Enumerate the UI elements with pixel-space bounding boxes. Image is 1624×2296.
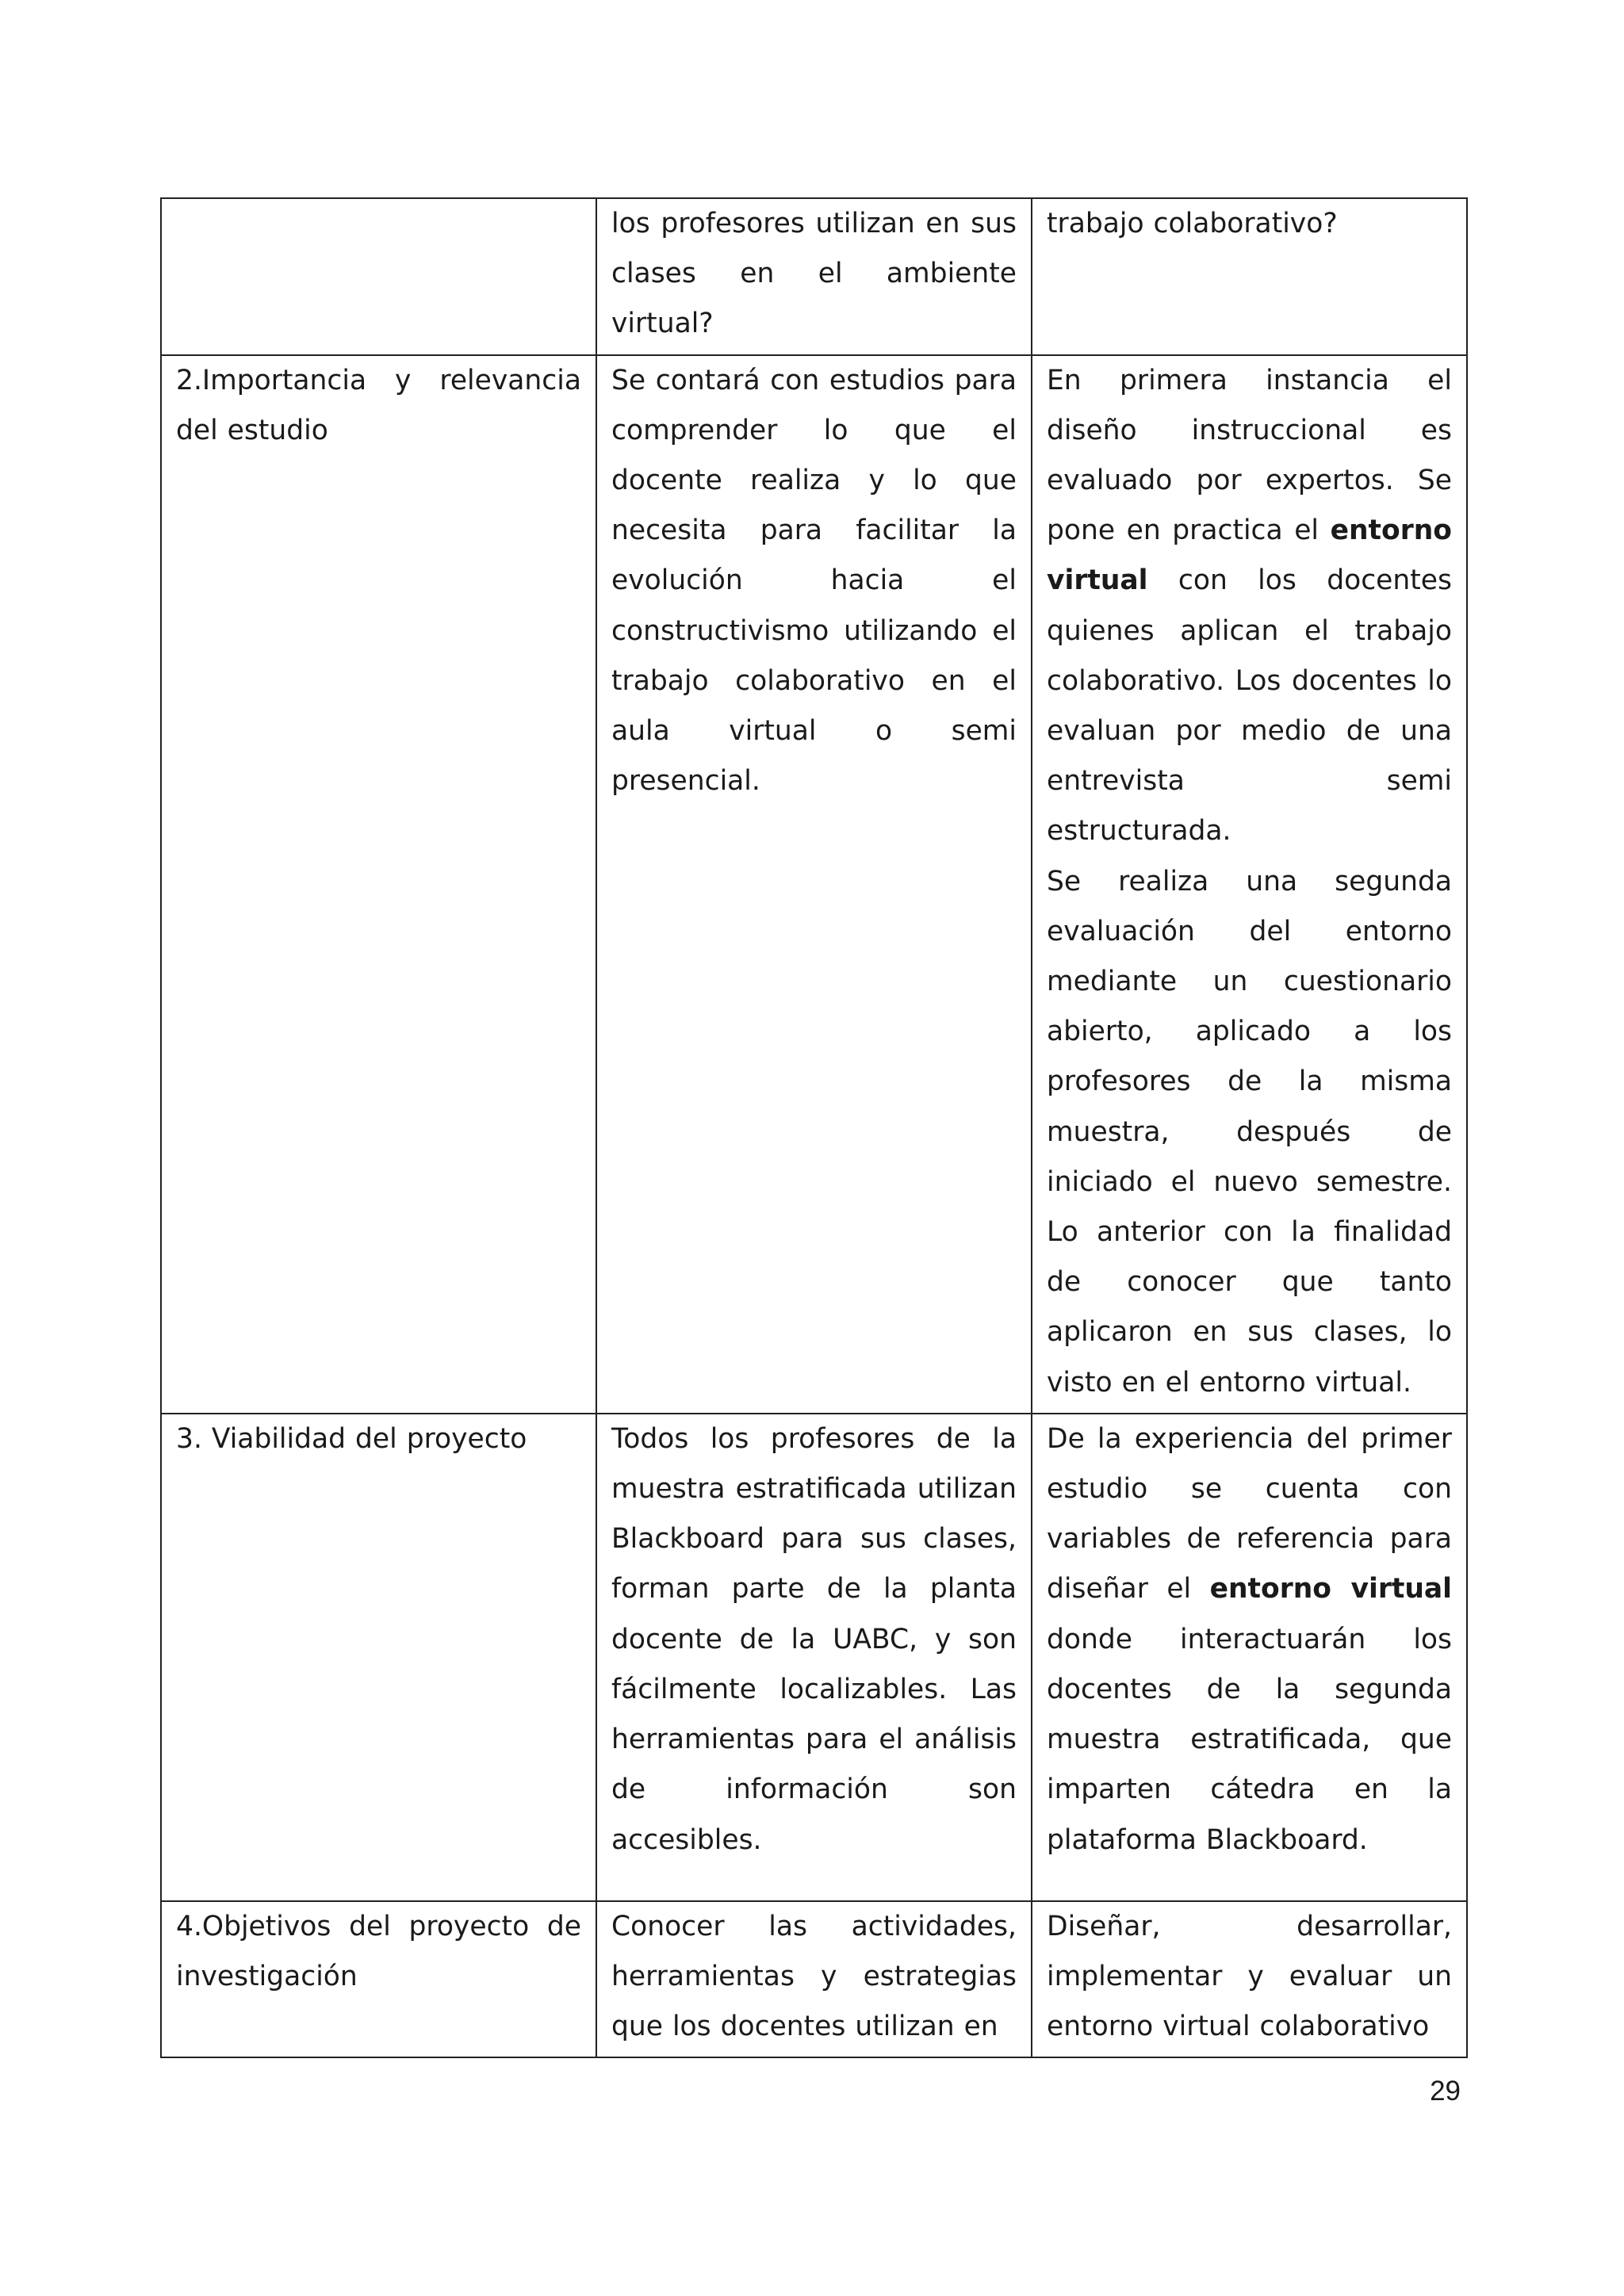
table-row [161,1901,1467,2058]
row-heading: 3. Viabilidad del proyecto [161,1414,596,1901]
row-heading: 4.Objetivos del proyecto de investigación [161,1901,596,2058]
table-cell [161,198,596,355]
text-run: En primera instancia el diseño instruccional es evaluado por expertos. Se pone en practica el [1047,364,1452,547]
bold-text: entorno virtual [1209,1573,1452,1605]
table-row [161,355,1467,1414]
page-number: 29 [1430,2076,1461,2107]
table-cell: Todos los profesores de la muestra estratificada utilizan Blackboard para sus clases, forman parte de la planta docente de la UABC, y son fácilmente localizables. Las herramientas para el análisis de información son accesibles. [596,1414,1032,1901]
table-cell: trabajo colaborativo? [1032,198,1467,355]
table-row [161,198,1467,355]
text-run: con los docentes quienes aplican el trabajo colaborativo. Los docentes lo evaluan por medio de una entrevista semi estructurada. [1047,564,1452,848]
table-row [161,1414,1467,1901]
cell-paragraph: Se realiza una segunda evaluación del entorno mediante un cuestionario abierto, aplicado a los profesores de la misma muestra, después de iniciado el nuevo semestre. Lo anterior con la finalidad de conocer que tanto aplicaron en sus clases, lo visto en el entorno virtual. [1047,865,1452,1399]
row-heading: 2.Importancia y relevancia del estudio [161,355,596,1414]
bold-text: entorno virtual [1047,515,1452,597]
research-table [160,197,1468,2058]
table-cell [1032,1414,1467,1901]
text-run: De la experiencia del primer estudio se cuenta con variables de referencia para diseñar el [1047,1422,1452,1605]
table-cell [1032,355,1467,1414]
text-run: donde interactuarán los docentes de la segunda muestra estratificada, que imparten cátedra en la plataforma Blackboard. [1047,1623,1452,1856]
table-cell: Conocer las actividades, herramientas y estrategias que los docentes utilizan en [596,1901,1032,2058]
table-cell: Diseñar, desarrollar, implementar y evaluar un entorno virtual colaborativo [1032,1901,1467,2058]
cell-paragraph [1047,356,1452,857]
table-cell: Se contará con estudios para comprender lo que el docente realiza y lo que necesita para facilitar la evolución hacia el constructivismo utilizando el trabajo colaborativo en el aula virtual o semi presencial. [596,355,1032,1414]
table-cell: los profesores utilizan en sus clases en el ambiente virtual? [596,198,1032,355]
